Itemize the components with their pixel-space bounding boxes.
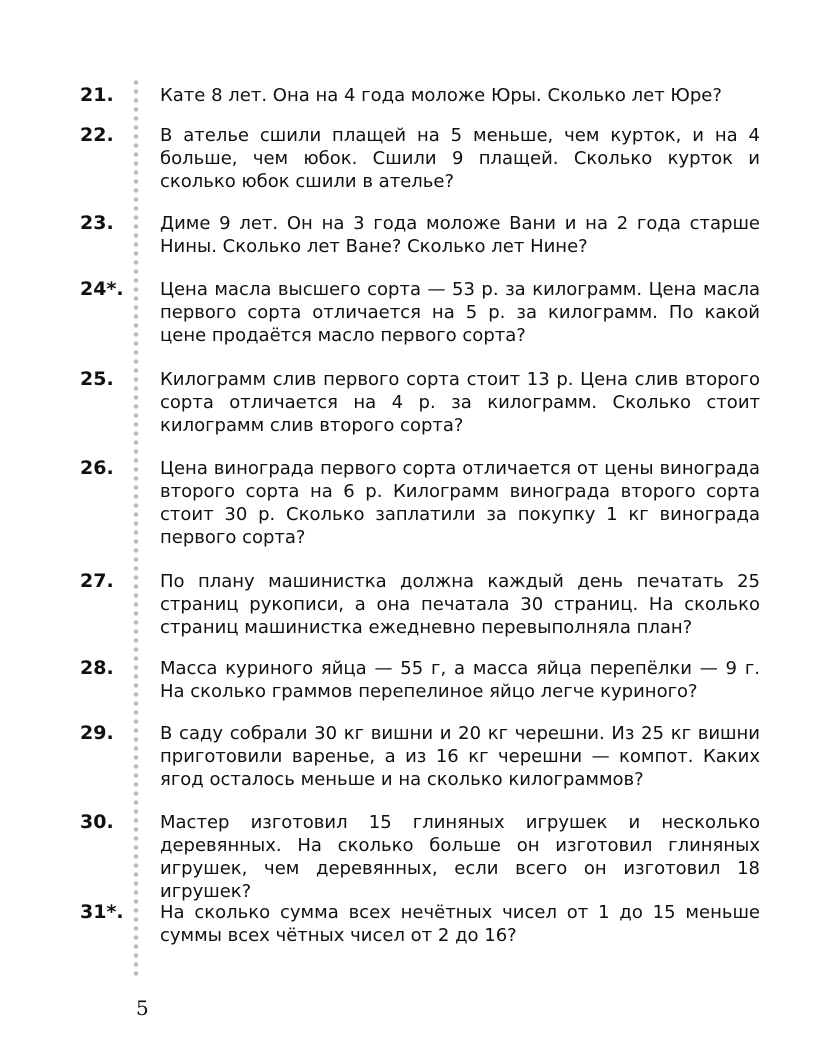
problem-text: Цена винограда первого сорта отличается от цены винограда второго сорта на 6 р. Килограмм винограда второго сорта стоит 30 р. Сколько заплатили за покупку 1 кг винограда первого сорта? bbox=[160, 458, 760, 548]
problem-text: Килограмм слив первого сорта стоит 13 р. Цена слив второго сорта отличается на 4 р. за килограмм. Сколько стоит килограмм слив второго сорта? bbox=[160, 369, 760, 436]
problem-number: 27. bbox=[80, 570, 114, 592]
problem-number: 23. bbox=[80, 212, 114, 234]
problem-number: 30. bbox=[80, 811, 114, 833]
problem-text: Кате 8 лет. Она на 4 года моложе Юры. Сколько лет Юре? bbox=[160, 85, 722, 106]
problem-text: В ателье сшили плащей на 5 меньше, чем курток, и на 4 больше, чем юбок. Сшили 9 плащей. Сколько курток и сколько юбок сшили в ателье? bbox=[160, 125, 760, 192]
page-number: 5 bbox=[136, 996, 149, 1020]
dotted-margin-line bbox=[133, 78, 139, 980]
problem-text: В саду собрали 30 кг вишни и 20 кг черешни. Из 25 кг вишни приготовили варенье, а из 16 кг черешни — компот. Каких ягод осталось меньше и на сколько килограммов? bbox=[160, 723, 760, 790]
problem-text: Масса куриного яйца — 55 г, а масса яйца перепёлки — 9 г. На сколько граммов перепелиное яйцо легче куриного? bbox=[160, 658, 760, 702]
problem-number: 21. bbox=[80, 84, 114, 106]
problem-number: 25. bbox=[80, 368, 114, 390]
problem-number: 28. bbox=[80, 657, 114, 679]
problem-number: 26. bbox=[80, 457, 114, 479]
problem-number: 31*. bbox=[80, 901, 124, 923]
problem-text: По плану машинистка должна каждый день печатать 25 страниц рукописи, а она печатала 30 страниц. На сколько страниц машинистка ежедневно перевыполняла план? bbox=[160, 571, 760, 638]
problem-number: 22. bbox=[80, 124, 114, 146]
problem-text: Мастер изготовил 15 глиняных игрушек и несколько деревянных. На сколько больше он изготовил глиняных игрушек, чем деревянных, если всего он изготовил 18 игрушек? bbox=[160, 812, 760, 902]
problem-text: На сколько сумма всех нечётных чисел от 1 до 15 меньше суммы всех чётных чисел от 2 до 16? bbox=[160, 902, 760, 946]
problem-text: Цена масла высшего сорта — 53 р. за килограмм. Цена масла первого сорта отличается на 5 р. за килограмм. По какой цене продаётся масло первого сорта? bbox=[160, 279, 760, 346]
problem-text: Диме 9 лет. Он на 3 года моложе Вани и на 2 года старше Нины. Сколько лет Ване? Сколько лет Нине? bbox=[160, 213, 760, 257]
problem-number: 24*. bbox=[80, 278, 124, 300]
problem-number: 29. bbox=[80, 722, 114, 744]
